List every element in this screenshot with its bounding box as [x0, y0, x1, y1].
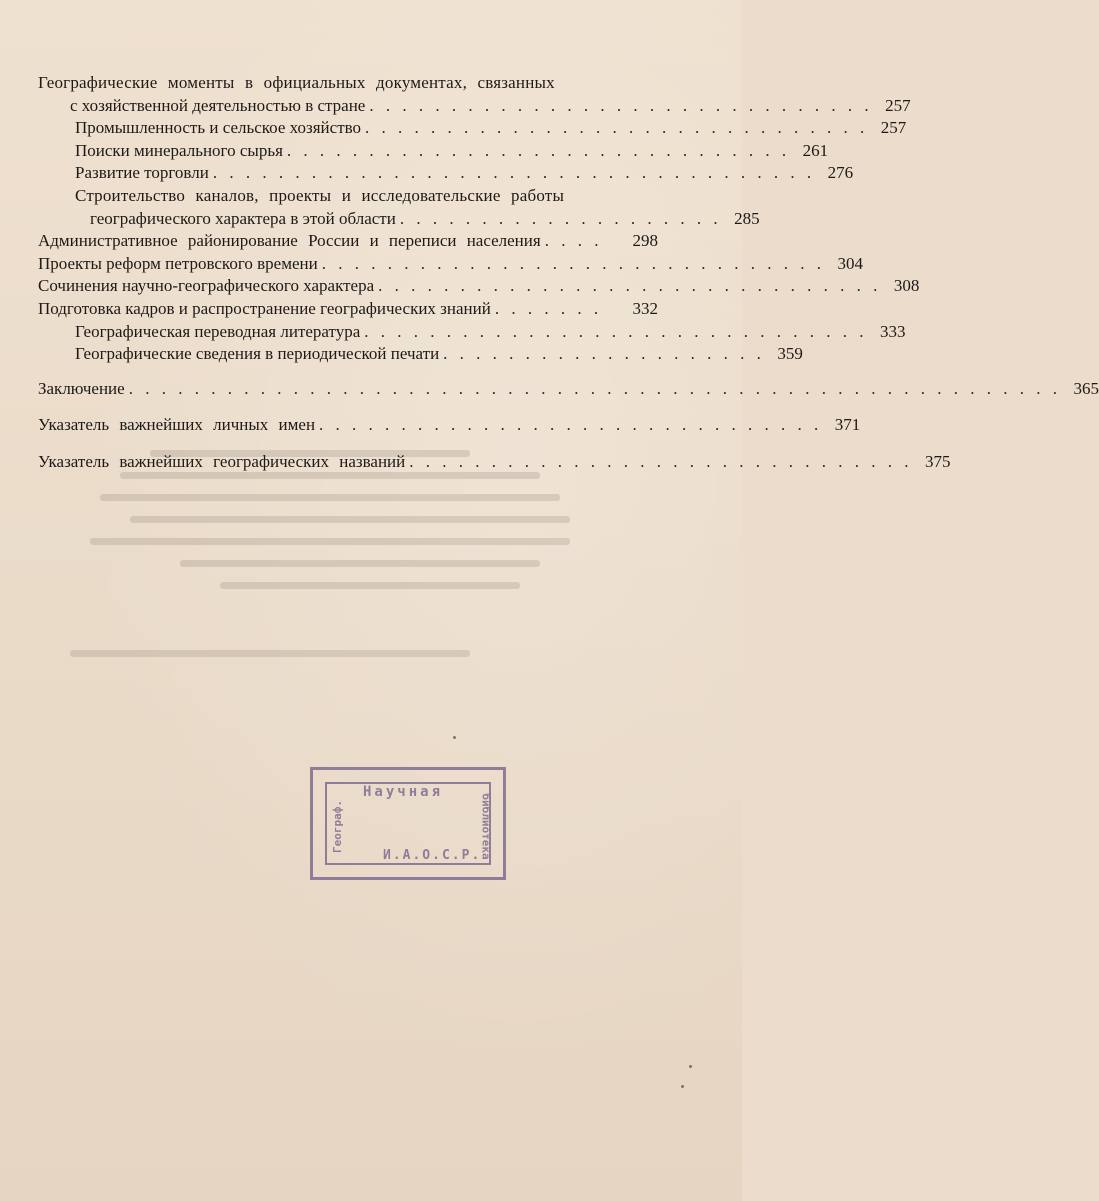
show-through-imprint: [60, 440, 680, 680]
toc-entry: [38, 230, 658, 253]
toc-entry: [38, 451, 951, 474]
toc-page-number: 375: [925, 451, 951, 471]
toc-page-number: 333: [880, 321, 906, 341]
toc-entry: [38, 414, 861, 437]
toc-entry-title: Развитие торговли: [75, 163, 209, 183]
toc-page-number: 298: [632, 231, 658, 251]
toc-page-number: 257: [880, 118, 907, 138]
toc-entry-title: Географическая переводная литература: [75, 321, 361, 341]
toc-entry-line2: [38, 208, 760, 231]
toc-entry-title: Административное районирование России и переписи населения: [38, 231, 541, 251]
leader-dots: . . . . . . . . . . . . . . . . . . . . . . . . . . . . . . .: [365, 118, 869, 138]
toc-entry: [38, 253, 863, 276]
leader-dots: . . . . . . . . . . . . . . . . . . . . . . . . . . . . . . .: [364, 321, 868, 341]
toc-entry: [38, 117, 907, 140]
table-of-contents: [38, 72, 1099, 474]
toc-entry-line2: [38, 95, 911, 118]
toc-entry-title: Проекты реформ петровского времени: [38, 253, 318, 273]
toc-page-number: 285: [734, 208, 760, 228]
toc-page-number: 365: [1073, 378, 1099, 398]
toc-entry-title: Сочинения научно-географического характера: [38, 276, 375, 296]
toc-entry: [38, 343, 803, 366]
leader-dots: . . . . . . . . . . . . . . . . . . . . . . . . . . . . . . .: [319, 415, 823, 435]
toc-page-number: 261: [802, 140, 829, 160]
leader-dots: . . . . . . .: [494, 298, 603, 318]
leader-dots: . . . . . . . . . . . . . . . . . . . .: [399, 208, 722, 228]
stamp-top-text: Научная: [363, 784, 444, 800]
toc-page-number: 257: [885, 95, 911, 115]
toc-entry: [38, 298, 658, 321]
toc-page-number: 304: [837, 253, 863, 273]
toc-page-number: 276: [827, 163, 854, 183]
stamp-bottom-text: И.А.О.С.Р.: [383, 848, 482, 863]
toc-entry-title: Указатель важнейших географических названий: [38, 451, 406, 471]
toc-page-number: 371: [834, 415, 861, 435]
toc-page-number: 359: [777, 344, 803, 364]
toc-entry: [38, 275, 920, 298]
toc-entry-title: Поиски минерального сырья: [75, 140, 283, 160]
stamp-left-text: Географ.: [330, 800, 344, 853]
library-stamp: [310, 767, 506, 880]
leader-dots: . . . . . . . . . . . . . . . . . . . . . . . . . . . . . . .: [369, 95, 873, 115]
toc-entry: [38, 321, 906, 344]
toc-entry-title-line2: географического характера в этой области: [90, 208, 396, 228]
toc-entry-title-line1: Строительство каналов, проекты и исследовательские работы: [75, 185, 565, 205]
toc-entry: [38, 72, 911, 117]
stamp-right-text: библиотека: [479, 793, 493, 860]
toc-entry: [38, 140, 829, 163]
toc-entry-title: Указатель важнейших личных имен: [38, 415, 316, 435]
leader-dots: . . . . . . . . . . . . . . . . . . . . . . . . . . . . . . . . . . . . .: [212, 163, 816, 183]
toc-entry-title-line1: Географические моменты в официальных документах, связанных: [38, 73, 555, 92]
toc-entry: [38, 162, 854, 185]
leader-dots: . . . . . . . . . . . . . . . . . . . . . . . . . . . . . . .: [286, 140, 791, 160]
toc-entry-title: Подготовка кадров и распространение географических знаний: [38, 298, 491, 318]
toc-page-number: 332: [632, 298, 658, 318]
leader-dots: . . . .: [544, 231, 603, 251]
toc-entry-title: Промышленность и сельское хозяйство: [75, 118, 362, 138]
paper-speck: [689, 1065, 692, 1068]
leader-dots: . . . . . . . . . . . . . . . . . . . .: [443, 344, 765, 364]
leader-dots: . . . . . . . . . . . . . . . . . . . . . . . . . . . . . . .: [321, 253, 825, 273]
leader-dots: . . . . . . . . . . . . . . . . . . . . . . . . . . . . . . .: [409, 451, 913, 471]
leader-dots: . . . . . . . . . . . . . . . . . . . . . . . . . . . . . . .: [378, 276, 882, 296]
paper-speck: [453, 736, 456, 739]
leader-dots: . . . . . . . . . . . . . . . . . . . . . . . . . . . . . . . . . . . . . . . . . . . . . . . . . . . . . . . . .: [128, 378, 1061, 398]
toc-entry-title-line2: с хозяйственной деятельностью в стране: [70, 95, 366, 115]
toc-entry-title: Заключение: [38, 378, 125, 398]
toc-entry: [38, 185, 760, 230]
toc-page-number: 308: [893, 276, 920, 296]
toc-entry-title: Географические сведения в периодической печати: [75, 344, 440, 364]
paper-speck: [681, 1085, 684, 1088]
toc-entry: [38, 378, 1099, 401]
